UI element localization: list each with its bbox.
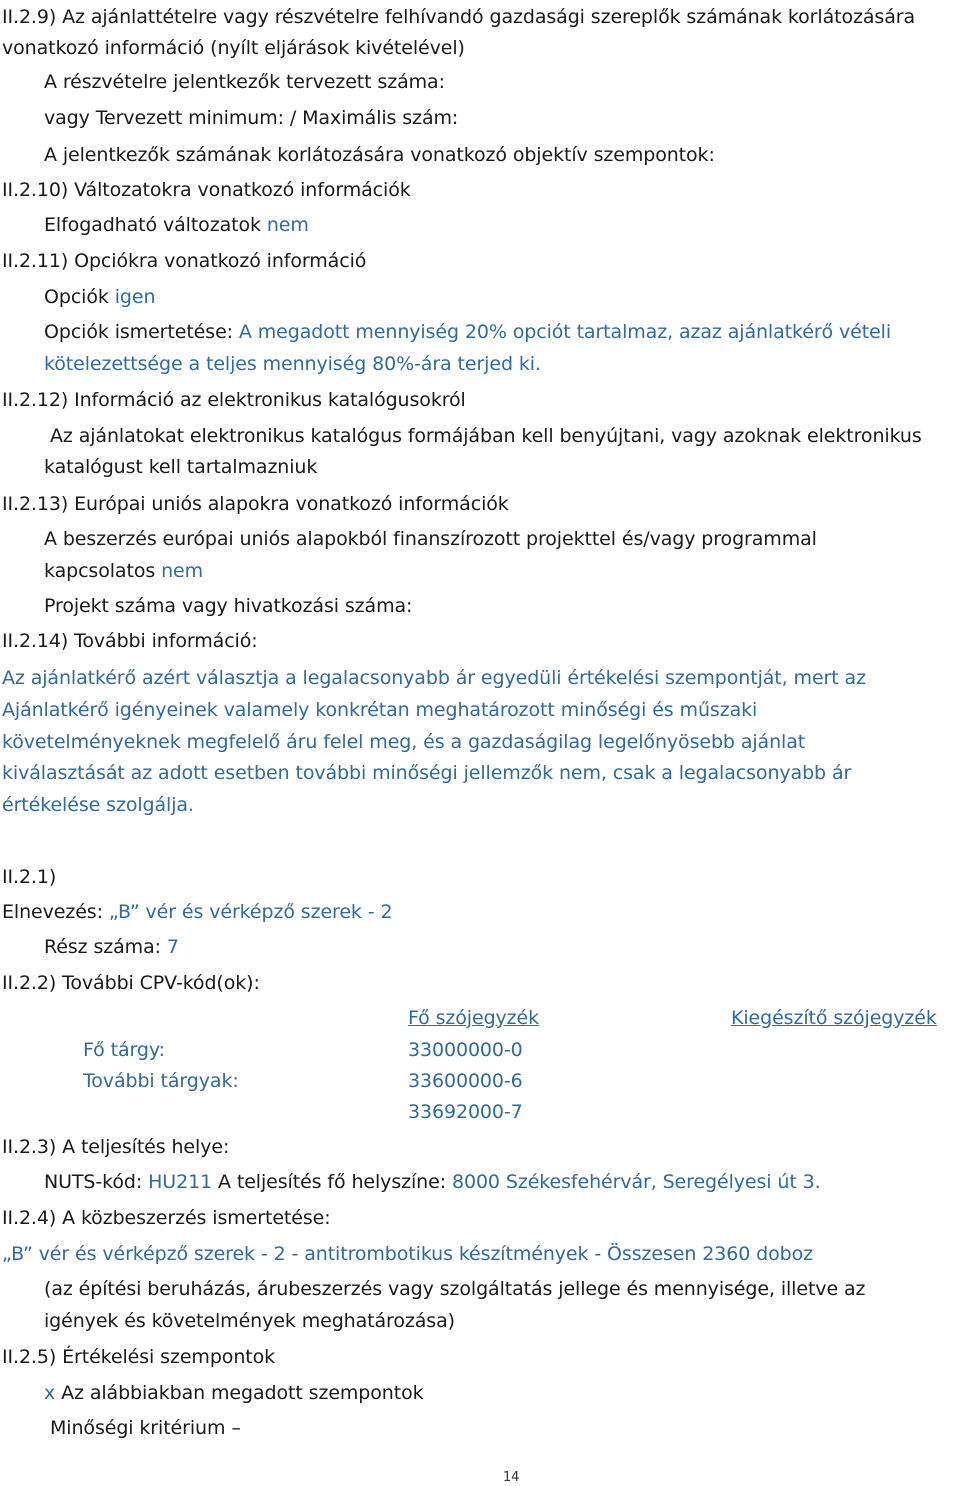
- place-value: 8000 Székesfehérvár, Seregélyesi út 3.: [451, 1171, 821, 1193]
- catalogue-text-cont: katalógust kell tartalmazniuk: [44, 456, 318, 478]
- options-description-text: A megadott mennyiség 20% opciót tartalmaz, azaz ajánlatkérő vételi: [238, 321, 892, 343]
- section-2-2-10-heading: II.2.10) Változatokra vonatkozó információk: [2, 179, 411, 201]
- procurement-description: „B” vér és vérképző szerek - 2 - antitrombotikus készítmények - Összesen 2360 doboz: [2, 1243, 813, 1265]
- variants-line: [44, 213, 309, 237]
- name-value: „B” vér és vérképző szerek - 2: [108, 901, 393, 923]
- section-2-2-3-heading: II.2.3) A teljesítés helye:: [2, 1136, 230, 1158]
- section-2-2-14-heading: II.2.14) További információ:: [2, 630, 258, 652]
- nuts-value: HU211: [148, 1171, 213, 1193]
- eu-funds-value: nem: [161, 560, 204, 582]
- criteria-text: Az alábbiakban megadott szempontok: [61, 1382, 424, 1404]
- name-label: Elnevezés:: [2, 901, 103, 923]
- additional-object-code-2: 33692000-7: [408, 1101, 523, 1123]
- part-number-value: 7: [166, 936, 179, 958]
- criteria-line: [44, 1381, 424, 1405]
- additional-object-code-1: 33600000-6: [408, 1070, 523, 1092]
- additional-info-p3: követelményeknek megfelelő áru felel meg, és a gazdaságilag legelőnyösebb ajánlat: [2, 731, 806, 753]
- main-vocabulary-header: Fő szójegyzék: [408, 1007, 540, 1029]
- supplementary-vocabulary-header: Kiegészítő szójegyzék: [731, 1007, 937, 1029]
- options-description-cont: kötelezettsége a teljes mennyiség 80%-ára terjed ki.: [44, 353, 541, 375]
- options-value: igen: [114, 286, 156, 308]
- additional-info-p5: értékelése szolgálja.: [2, 794, 194, 816]
- section-2-2-11-heading: II.2.11) Opciókra vonatkozó információ: [2, 250, 367, 272]
- quality-criterion: Minőségi kritérium –: [50, 1417, 241, 1439]
- variants-value: nem: [266, 214, 309, 236]
- place-line: [44, 1170, 821, 1194]
- additional-objects-label: További tárgyak:: [83, 1070, 239, 1092]
- section-2-2-1-heading: II.2.1): [2, 866, 57, 888]
- page-number: 14: [503, 1470, 520, 1485]
- project-number: Projekt száma vagy hivatkozási száma:: [44, 595, 413, 617]
- nuts-label: NUTS-kód:: [44, 1171, 143, 1193]
- options-line: [44, 285, 155, 309]
- section-2-2-5-heading: II.2.5) Értékelési szempontok: [2, 1346, 276, 1368]
- catalogue-text: Az ajánlatokat elektronikus katalógus formájában kell benyújtani, vagy azoknak elektronikus: [50, 425, 922, 447]
- criteria-mark: x: [44, 1382, 56, 1404]
- section-2-2-9-heading: II.2.9) Az ajánlattételre vagy részvételre felhívandó gazdasági szereplők számának korlátozására: [2, 6, 915, 28]
- section-2-2-4-heading: II.2.4) A közbeszerzés ismertetése:: [2, 1207, 331, 1229]
- options-description-label: Opciók ismertetése:: [44, 321, 233, 343]
- section-2-2-12-heading: II.2.12) Információ az elektronikus katalógusokról: [2, 389, 466, 411]
- part-number-line: [44, 935, 179, 959]
- planned-min-max: vagy Tervezett minimum: / Maximális szám:: [44, 107, 459, 129]
- name-line: [2, 900, 392, 924]
- main-object-code: 33000000-0: [408, 1039, 523, 1061]
- description-note-cont: igények és követelmények meghatározása): [44, 1310, 455, 1332]
- planned-applicants: A részvételre jelentkezők tervezett száma:: [44, 71, 445, 93]
- eu-funds-line: [44, 559, 203, 583]
- variants-label: Elfogadható változatok: [44, 214, 261, 236]
- additional-info-p4: kiválasztását az adott esetben további minőségi jellemzők nem, csak a legalacsonyabb ár: [2, 762, 852, 784]
- additional-info-p2: Ajánlatkérő igényeinek valamely konkrétan meghatározott minőségi és műszaki: [2, 699, 758, 721]
- eu-funds-label: kapcsolatos: [44, 560, 156, 582]
- place-label: A teljesítés fő helyszíne:: [218, 1171, 447, 1193]
- part-number-label: Rész száma:: [44, 936, 161, 958]
- section-2-2-13-heading: II.2.13) Európai uniós alapokra vonatkozó információk: [2, 493, 509, 515]
- main-object-label: Fő tárgy:: [83, 1039, 165, 1061]
- section-2-2-2-heading: II.2.2) További CPV-kód(ok):: [2, 972, 260, 994]
- description-note: (az építési beruházás, árubeszerzés vagy szolgáltatás jellege és mennyisége, illetve az: [44, 1278, 866, 1300]
- additional-info-p1: Az ajánlatkérő azért választja a legalacsonyabb ár egyedüli értékelési szempontját, mert az: [2, 667, 866, 689]
- eu-funds-text: A beszerzés európai uniós alapokból finanszírozott projekttel és/vagy programmal: [44, 528, 817, 550]
- objective-criteria: A jelentkezők számának korlátozására vonatkozó objektív szempontok:: [44, 144, 715, 166]
- options-label: Opciók: [44, 286, 109, 308]
- section-2-2-9-heading-cont: vonatkozó információ (nyílt eljárások kivételével): [2, 37, 465, 59]
- options-description: [44, 320, 891, 344]
